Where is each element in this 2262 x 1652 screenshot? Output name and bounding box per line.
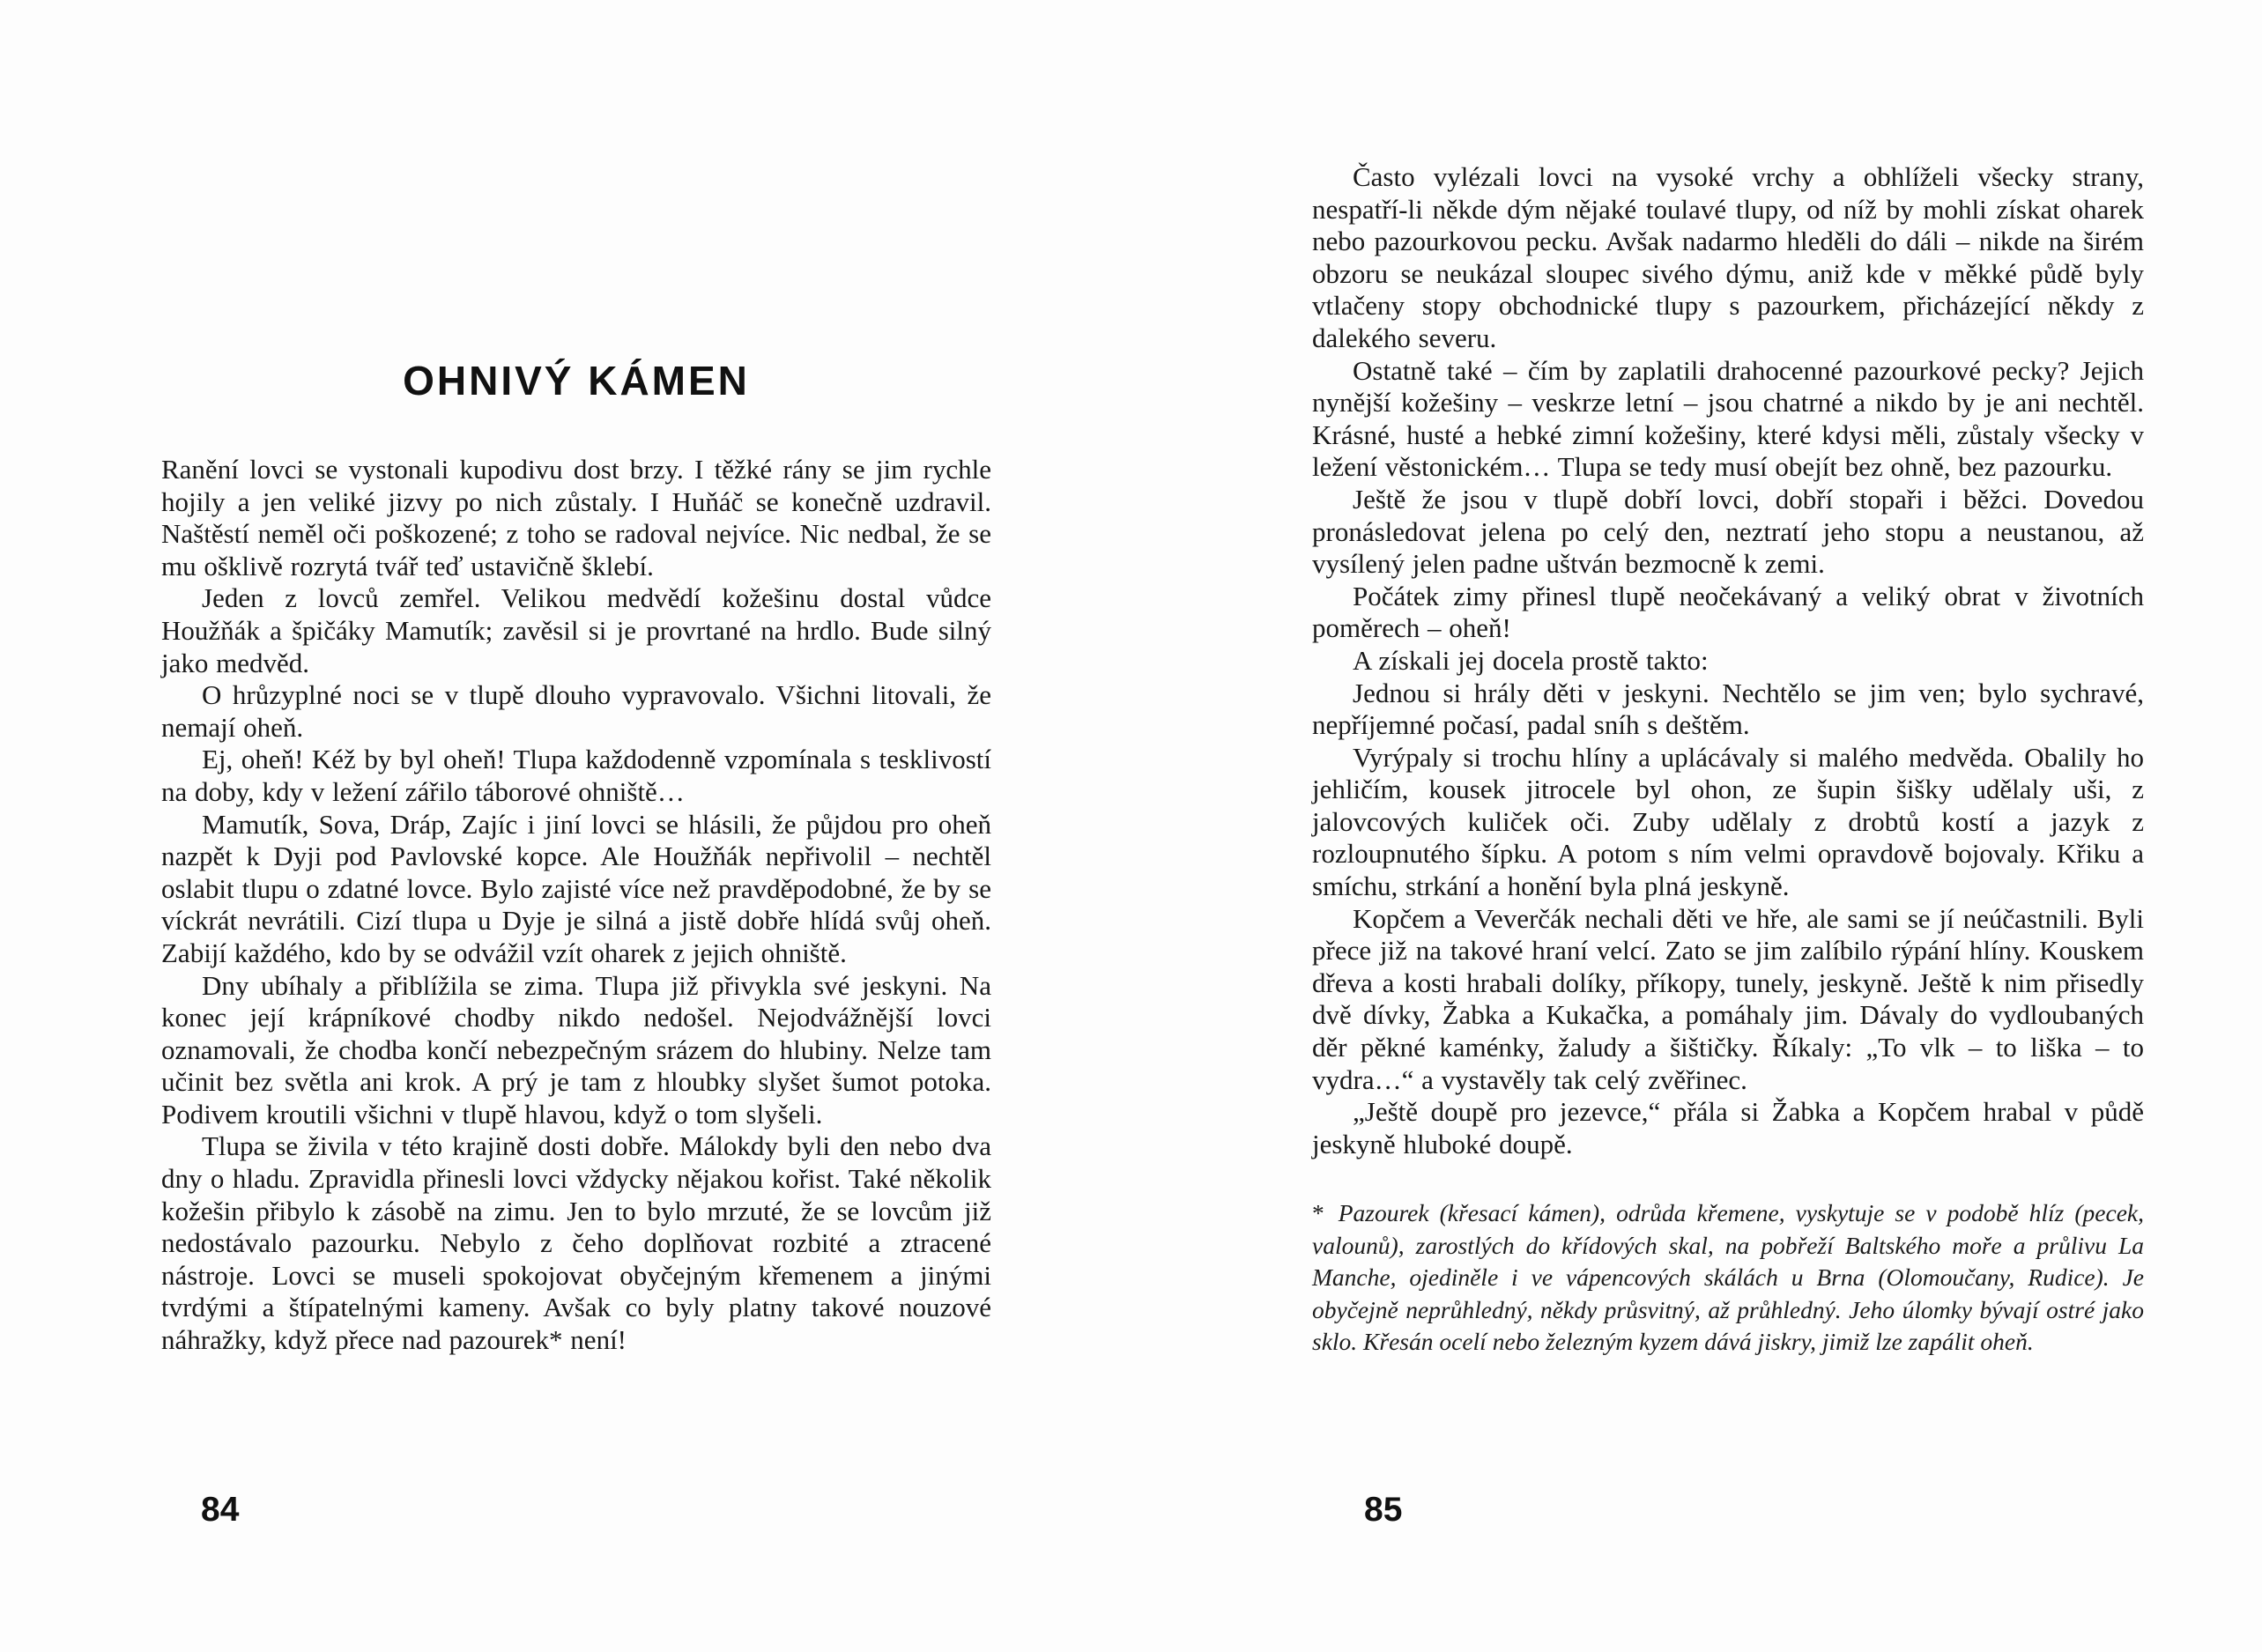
paragraph: A získali jej docela prostě takto: [1353, 644, 1709, 676]
paragraph: Jeden z lovců zemřel. Velikou medvědí kožešinu dostal vůdce Houžňák a špičáky Mamutík; zavěsil si je provrtané na hrdlo. Bude silný jako medvěd. [161, 582, 991, 678]
right-page [1312, 161, 2144, 1359]
paragraph: „Ještě doupě pro jezevce,“ přála si Žabka a Kopčem hrabal v půdě jeskyně hluboké doupě. [1312, 1096, 2144, 1159]
paragraph: Ranění lovci se vystonali kupodivu dost brzy. I těžké rány se jim rychle hojily a jen veliké jizvy po nich zůstaly. I Huňáč se konečně uzdravil. Naštěstí neměl oči poškozené; z toho se radoval nejvíce. Nic nedbal, že se mu ošklivě rozrytá tvář teď ustavičně šklebí. [161, 454, 991, 582]
chapter-title: OHNIVÝ KÁMEN [403, 358, 750, 404]
page-number-left: 84 [201, 1491, 240, 1529]
paragraph: Ještě že jsou v tlupě dobří lovci, dobří stopaři i běžci. Dovedou pronásledovat jelena po celý den, neztratí jeho stopu a neustanou, až vysílený jelen padne uštván bezmocně k zemi. [1312, 483, 2144, 580]
paragraph: Ej, oheň! Kéž by byl oheň! Tlupa každodenně vzpomínala s tesklivostí na doby, kdy v ležení zářilo táborové ohniště… [161, 744, 991, 807]
paragraph: Vyrýpaly si trochu hlíny a uplácávaly si malého medvěda. Obalily ho jehličím, kousek jitrocele byl ohon, ze šupin šišky udělaly uši, z jalovcových kuliček oči. Zuby udělaly z drobtů kostí a jazyk z rozloupnutého šípku. A potom s ním velmi opravdově bojovaly. Křiku a smíchu, strkání a honění byla plná jeskyně. [1312, 741, 2144, 902]
footnote-text: Pazourek (křesací kámen), odrůda křemene, vyskytuje se v podobě hlíz (pecek, valounů), zarostlých do křídových skal, na pobřeží Baltského moře a průlivu La Manche, ojediněle i ve vápencových skálách u Brna (Olomoučany, Rudice). Je obyčejně neprůhledný, někdy průsvitný, až průhledný. Jeho úlomky bývají ostré jako sklo. Křesán ocelí nebo železným kyzem dává jiskry, jimiž lze zapálit oheň. [1312, 1199, 2144, 1356]
footnote-marker: * [1312, 1199, 1324, 1227]
paragraph: O hrůzyplné noci se v tlupě dlouho vypravovalo. Všichni litovali, že nemají oheň. [161, 679, 991, 743]
paragraph: Mamutík, Sova, Dráp, Zajíc i jiní lovci se hlásili, že půjdou pro oheň nazpět k Dyji pod Pavlovské kopce. Ale Houžňák nepřivolil – nechtěl oslabit tlupu o zdatné lovce. Bylo zajisté více než pravděpodobné, že by se víckrát nevrátili. Cizí tlupa u Dyje je silná a jistě dobře hlídá svůj oheň. Zabijí každého, kdo by se odvážil vzít oharek z jejich ohniště. [161, 808, 991, 968]
paragraph: Počátek zimy přinesl tlupě neočekávaný a veliký obrat v životních poměrech – oheň! [1312, 580, 2144, 644]
paragraph: Často vylézali lovci na vysoké vrchy a obhlíželi všecky strany, nespatří-li někde dým nějaké toulavé tlupy, od níž by mohli získat oharek nebo pazourkovou pecku. Avšak nadarmo hleděli do dáli – nikde na širém obzoru se neukázal sloupec sivého dýmu, aniž kde v měkké půdě byly vtlačeny stopy obchodnické tlupy s pazourkem, přicházející někdy z dalekého severu. [1312, 161, 2144, 353]
footnote [1312, 1197, 2144, 1359]
page-number-right: 85 [1364, 1491, 1403, 1529]
left-page [161, 357, 991, 1357]
paragraph: Dny ubíhaly a přiblížila se zima. Tlupa již přivykla své jeskyni. Na konec její krápníkové chodby nikdo nedošel. Nejodvážnější lovci oznamovali, že chodba končí nebezpečným srázem do hlubiny. Nelze tam učinit bez světla ani krok. A prý je tam z hloubky slyšet šumot potoka. Podivem kroutili všichni v tlupě hlavou, když o tom slyšeli. [161, 969, 991, 1130]
paragraph: Tlupa se živila v této krajině dosti dobře. Málokdy byli den nebo dva dny o hladu. Zpravidla přinesli lovci vždycky nějakou kořist. Také několik kožešin přibylo k zásobě na zimu. Jen to bylo mrzuté, že se lovcům již nedostávalo pazourku. Nebylo z čeho doplňovat rozbité a ztracené nástroje. Lovci se museli spokojovat obyčejným křemenem a jinými tvrdými a štípatelnými kameny. Avšak co byly platny takové nouzové náhražky, když přece nad pazourek* není! [161, 1130, 991, 1356]
paragraph: Ostatně také – čím by zaplatili drahocenné pazourkové pecky? Jejich nynější kožešiny – veskrze letní – jsou chatrné a nikdo by je ani nechtěl. Krásné, husté a hebké zimní kožešiny, které kdysi měli, zůstaly všecky v ležení věstonickém… Tlupa se tedy musí obejít bez ohně, bez pazourku. [1312, 354, 2144, 483]
paragraph: Kopčem a Veverčák nechali děti ve hře, ale sami se jí neúčastnili. Byli přece již na takové hraní velcí. Zato se jim zalíbilo rýpání hlíny. Kouskem dřeva a kosti hrabali dolíky, příkopy, tunely, jeskyně. Ještě k nim přisedly dvě dívky, Žabka a Kukačka, a pomáhaly jim. Dávaly do vydloubaných děr pěkné kaménky, žaludy a šištičky. Říkaly: „To vlk – to liška – to vydra…“ a vystavěly tak celý zvěřinec. [1312, 902, 2144, 1095]
paragraph: Jednou si hrály děti v jeskyni. Nechtělo se jim ven; bylo sychravé, nepříjemné počasí, padal sníh s deštěm. [1312, 677, 2144, 741]
